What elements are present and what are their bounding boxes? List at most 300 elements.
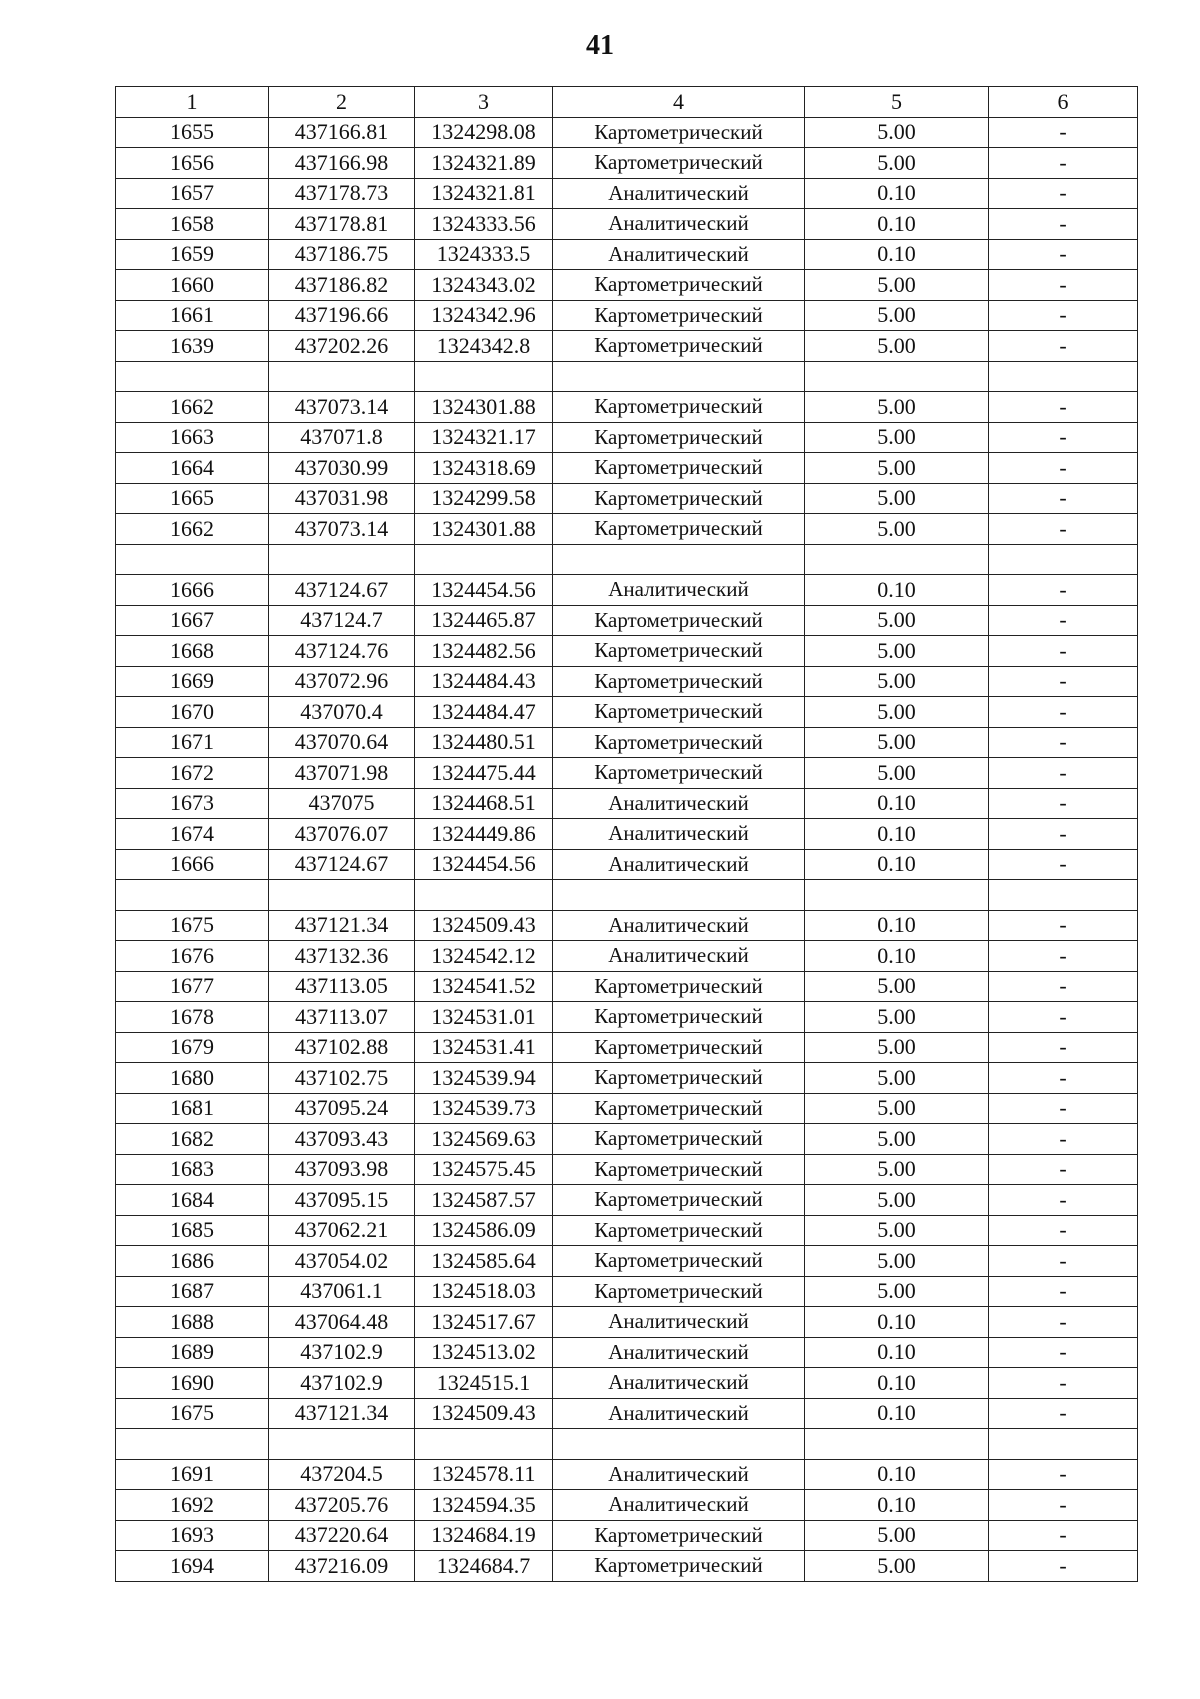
cell-col-5: 0.10: [805, 575, 989, 606]
table-row: [116, 1124, 1138, 1155]
cell-col-4: Аналитический: [553, 849, 805, 880]
table-row: [116, 1276, 1138, 1307]
cell-col-3: 1324342.8: [415, 331, 553, 362]
cell-col-2: 437095.24: [269, 1093, 415, 1124]
cell-col-1: 1655: [116, 117, 269, 148]
cell-col-6: -: [989, 788, 1138, 819]
cell-col-3: 1324301.88: [415, 392, 553, 423]
cell-col-5: 0.10: [805, 910, 989, 941]
cell-col-5: 0.10: [805, 1398, 989, 1429]
cell-col-4: Аналитический: [553, 1490, 805, 1521]
coordinates-table: [115, 86, 1138, 1582]
cell-col-6: -: [989, 1124, 1138, 1155]
cell-col-1: 1639: [116, 331, 269, 362]
cell-col-2: 437061.1: [269, 1276, 415, 1307]
cell-col-6: -: [989, 971, 1138, 1002]
cell-col-6: -: [989, 1063, 1138, 1094]
cell-col-1: 1671: [116, 727, 269, 758]
table-row: [116, 209, 1138, 240]
table-row: [116, 1154, 1138, 1185]
cell-col-3: 1324475.44: [415, 758, 553, 789]
cell-col-2: 437031.98: [269, 483, 415, 514]
cell-col-1: 1668: [116, 636, 269, 667]
cell-col-6: -: [989, 1032, 1138, 1063]
table-row: [116, 148, 1138, 179]
table-row: [116, 727, 1138, 758]
cell-col-2: 437186.82: [269, 270, 415, 301]
cell-col-6: -: [989, 1337, 1138, 1368]
table-header-row: [116, 87, 1138, 118]
cell-col-3: 1324684.19: [415, 1520, 553, 1551]
cell-col-3: 1324321.17: [415, 422, 553, 453]
cell-col-6: -: [989, 849, 1138, 880]
cell-col-6: -: [989, 178, 1138, 209]
cell-col-5: 5.00: [805, 636, 989, 667]
cell-col-5: 0.10: [805, 849, 989, 880]
cell-col-1: 1674: [116, 819, 269, 850]
cell-col-6: -: [989, 1215, 1138, 1246]
cell-col-4: Картометрический: [553, 422, 805, 453]
cell-col-1: 1688: [116, 1307, 269, 1338]
cell-col-1: 1676: [116, 941, 269, 972]
cell-col-5: 0.10: [805, 819, 989, 850]
cell-col-4: Картометрический: [553, 483, 805, 514]
cell-col-4: [553, 880, 805, 911]
cell-col-5: 5.00: [805, 483, 989, 514]
cell-col-6: -: [989, 575, 1138, 606]
cell-col-4: Картометрический: [553, 758, 805, 789]
cell-col-5: 5.00: [805, 1246, 989, 1277]
cell-col-5: 5.00: [805, 453, 989, 484]
cell-col-1: 1659: [116, 239, 269, 270]
cell-col-4: Картометрический: [553, 1154, 805, 1185]
cell-col-1: 1680: [116, 1063, 269, 1094]
cell-col-3: 1324517.67: [415, 1307, 553, 1338]
cell-col-2: 437121.34: [269, 1398, 415, 1429]
column-header-2: 2: [269, 87, 415, 118]
cell-col-3: 1324578.11: [415, 1459, 553, 1490]
cell-col-5: 5.00: [805, 1185, 989, 1216]
cell-col-3: 1324468.51: [415, 788, 553, 819]
cell-col-6: -: [989, 697, 1138, 728]
cell-col-1: 1692: [116, 1490, 269, 1521]
cell-col-3: 1324569.63: [415, 1124, 553, 1155]
cell-col-6: -: [989, 1002, 1138, 1033]
cell-col-2: 437186.75: [269, 239, 415, 270]
table-row: [116, 178, 1138, 209]
table-row: [116, 1093, 1138, 1124]
cell-col-6: -: [989, 148, 1138, 179]
cell-col-2: 437062.21: [269, 1215, 415, 1246]
cell-col-1: 1662: [116, 392, 269, 423]
cell-col-1: 1677: [116, 971, 269, 1002]
cell-col-6: -: [989, 1398, 1138, 1429]
cell-col-2: [269, 361, 415, 392]
column-header-3: 3: [415, 87, 553, 118]
cell-col-5: 0.10: [805, 1459, 989, 1490]
cell-col-4: Аналитический: [553, 575, 805, 606]
table-row: [116, 1215, 1138, 1246]
cell-col-5: 0.10: [805, 239, 989, 270]
cell-col-3: 1324531.01: [415, 1002, 553, 1033]
cell-col-3: 1324684.7: [415, 1551, 553, 1582]
cell-col-2: 437166.81: [269, 117, 415, 148]
cell-col-4: Аналитический: [553, 1307, 805, 1338]
cell-col-3: [415, 544, 553, 575]
cell-col-2: 437102.9: [269, 1337, 415, 1368]
cell-col-1: 1681: [116, 1093, 269, 1124]
cell-col-1: 1672: [116, 758, 269, 789]
table-separator-row: [116, 880, 1138, 911]
cell-col-4: Картометрический: [553, 117, 805, 148]
cell-col-4: Аналитический: [553, 1368, 805, 1399]
cell-col-5: 0.10: [805, 788, 989, 819]
cell-col-2: 437124.76: [269, 636, 415, 667]
cell-col-4: Картометрический: [553, 971, 805, 1002]
cell-col-1: 1658: [116, 209, 269, 240]
cell-col-6: -: [989, 1154, 1138, 1185]
table-row: [116, 270, 1138, 301]
cell-col-5: 5.00: [805, 758, 989, 789]
cell-col-1: 1690: [116, 1368, 269, 1399]
cell-col-1: 1682: [116, 1124, 269, 1155]
cell-col-3: 1324465.87: [415, 605, 553, 636]
cell-col-5: [805, 361, 989, 392]
cell-col-6: -: [989, 209, 1138, 240]
cell-col-1: 1662: [116, 514, 269, 545]
cell-col-6: -: [989, 422, 1138, 453]
cell-col-1: 1664: [116, 453, 269, 484]
cell-col-3: 1324298.08: [415, 117, 553, 148]
cell-col-2: 437073.14: [269, 514, 415, 545]
cell-col-6: -: [989, 1093, 1138, 1124]
table-row: [116, 1337, 1138, 1368]
cell-col-3: 1324318.69: [415, 453, 553, 484]
cell-col-2: 437054.02: [269, 1246, 415, 1277]
cell-col-5: [805, 880, 989, 911]
cell-col-2: 437072.96: [269, 666, 415, 697]
cell-col-1: 1678: [116, 1002, 269, 1033]
cell-col-6: -: [989, 1368, 1138, 1399]
cell-col-6: -: [989, 514, 1138, 545]
cell-col-4: Картометрический: [553, 1215, 805, 1246]
cell-col-4: Картометрический: [553, 148, 805, 179]
page-number: 41: [586, 30, 614, 61]
cell-col-6: -: [989, 636, 1138, 667]
cell-col-1: [116, 544, 269, 575]
table-row: [116, 636, 1138, 667]
cell-col-3: [415, 361, 553, 392]
cell-col-2: 437075: [269, 788, 415, 819]
cell-col-5: 5.00: [805, 1276, 989, 1307]
cell-col-5: 0.10: [805, 941, 989, 972]
cell-col-6: -: [989, 1490, 1138, 1521]
table-row: [116, 331, 1138, 362]
table-row: [116, 697, 1138, 728]
cell-col-6: -: [989, 1185, 1138, 1216]
table-row: [116, 971, 1138, 1002]
cell-col-2: 437216.09: [269, 1551, 415, 1582]
table-row: [116, 1551, 1138, 1582]
cell-col-1: 1669: [116, 666, 269, 697]
cell-col-1: 1666: [116, 849, 269, 880]
cell-col-5: 5.00: [805, 117, 989, 148]
cell-col-2: 437071.98: [269, 758, 415, 789]
cell-col-3: 1324515.1: [415, 1368, 553, 1399]
cell-col-3: 1324482.56: [415, 636, 553, 667]
cell-col-1: 1684: [116, 1185, 269, 1216]
cell-col-1: 1666: [116, 575, 269, 606]
cell-col-5: 0.10: [805, 1368, 989, 1399]
cell-col-4: [553, 1429, 805, 1460]
cell-col-4: Картометрический: [553, 300, 805, 331]
table-row: [116, 514, 1138, 545]
table-row: [116, 819, 1138, 850]
cell-col-3: 1324513.02: [415, 1337, 553, 1368]
cell-col-2: 437178.81: [269, 209, 415, 240]
cell-col-3: 1324542.12: [415, 941, 553, 972]
cell-col-1: 1687: [116, 1276, 269, 1307]
cell-col-3: [415, 880, 553, 911]
cell-col-6: [989, 544, 1138, 575]
cell-col-5: [805, 1429, 989, 1460]
cell-col-5: 5.00: [805, 971, 989, 1002]
cell-col-4: Картометрический: [553, 605, 805, 636]
cell-col-3: 1324539.94: [415, 1063, 553, 1094]
cell-col-2: 437102.75: [269, 1063, 415, 1094]
cell-col-2: [269, 544, 415, 575]
cell-col-2: 437166.98: [269, 148, 415, 179]
table-row: [116, 1490, 1138, 1521]
column-header-5: 5: [805, 87, 989, 118]
cell-col-2: 437095.15: [269, 1185, 415, 1216]
cell-col-1: 1657: [116, 178, 269, 209]
cell-col-4: Картометрический: [553, 1520, 805, 1551]
cell-col-5: [805, 544, 989, 575]
table-row: [116, 300, 1138, 331]
cell-col-3: 1324575.45: [415, 1154, 553, 1185]
cell-col-3: 1324333.56: [415, 209, 553, 240]
cell-col-2: [269, 880, 415, 911]
cell-col-2: 437102.88: [269, 1032, 415, 1063]
table-row: [116, 1002, 1138, 1033]
cell-col-3: 1324454.56: [415, 849, 553, 880]
cell-col-6: -: [989, 666, 1138, 697]
cell-col-3: 1324531.41: [415, 1032, 553, 1063]
table-row: [116, 941, 1138, 972]
table-row: [116, 1246, 1138, 1277]
cell-col-4: Аналитический: [553, 910, 805, 941]
cell-col-4: Картометрический: [553, 392, 805, 423]
cell-col-5: 5.00: [805, 1520, 989, 1551]
cell-col-3: 1324449.86: [415, 819, 553, 850]
cell-col-3: 1324342.96: [415, 300, 553, 331]
table-row: [116, 422, 1138, 453]
cell-col-5: 5.00: [805, 1032, 989, 1063]
table-row: [116, 1307, 1138, 1338]
cell-col-5: 5.00: [805, 605, 989, 636]
cell-col-2: 437196.66: [269, 300, 415, 331]
cell-col-4: Аналитический: [553, 1459, 805, 1490]
table-separator-row: [116, 544, 1138, 575]
cell-col-3: 1324343.02: [415, 270, 553, 301]
cell-col-2: 437205.76: [269, 1490, 415, 1521]
cell-col-2: 437093.43: [269, 1124, 415, 1155]
cell-col-5: 5.00: [805, 148, 989, 179]
cell-col-6: -: [989, 758, 1138, 789]
cell-col-5: 5.00: [805, 1124, 989, 1155]
cell-col-1: 1656: [116, 148, 269, 179]
cell-col-2: 437070.4: [269, 697, 415, 728]
cell-col-6: -: [989, 270, 1138, 301]
cell-col-4: [553, 361, 805, 392]
cell-col-4: Картометрический: [553, 1093, 805, 1124]
cell-col-3: 1324541.52: [415, 971, 553, 1002]
cell-col-4: Картометрический: [553, 453, 805, 484]
cell-col-6: -: [989, 300, 1138, 331]
cell-col-4: Картометрический: [553, 331, 805, 362]
table-row: [116, 1185, 1138, 1216]
cell-col-2: 437102.9: [269, 1368, 415, 1399]
cell-col-5: 5.00: [805, 300, 989, 331]
cell-col-3: 1324321.81: [415, 178, 553, 209]
table-row: [116, 575, 1138, 606]
table-separator-row: [116, 1429, 1138, 1460]
cell-col-6: -: [989, 819, 1138, 850]
cell-col-1: 1693: [116, 1520, 269, 1551]
cell-col-2: 437070.64: [269, 727, 415, 758]
cell-col-5: 0.10: [805, 1337, 989, 1368]
cell-col-1: 1679: [116, 1032, 269, 1063]
table-row: [116, 1398, 1138, 1429]
cell-col-1: 1686: [116, 1246, 269, 1277]
cell-col-5: 5.00: [805, 422, 989, 453]
cell-col-5: 5.00: [805, 1063, 989, 1094]
cell-col-1: 1660: [116, 270, 269, 301]
cell-col-6: -: [989, 453, 1138, 484]
cell-col-5: 5.00: [805, 392, 989, 423]
cell-col-4: Картометрический: [553, 1276, 805, 1307]
cell-col-5: 5.00: [805, 1002, 989, 1033]
cell-col-3: 1324321.89: [415, 148, 553, 179]
cell-col-3: 1324333.5: [415, 239, 553, 270]
cell-col-6: -: [989, 727, 1138, 758]
cell-col-6: -: [989, 117, 1138, 148]
column-header-1: 1: [116, 87, 269, 118]
cell-col-4: Аналитический: [553, 1337, 805, 1368]
cell-col-1: [116, 880, 269, 911]
cell-col-4: Аналитический: [553, 239, 805, 270]
column-header-6: 6: [989, 87, 1138, 118]
cell-col-1: 1694: [116, 1551, 269, 1582]
cell-col-4: Аналитический: [553, 819, 805, 850]
table-row: [116, 849, 1138, 880]
cell-col-4: Аналитический: [553, 788, 805, 819]
cell-col-4: Картометрический: [553, 636, 805, 667]
cell-col-6: -: [989, 483, 1138, 514]
table-row: [116, 910, 1138, 941]
cell-col-3: 1324484.47: [415, 697, 553, 728]
cell-col-6: [989, 361, 1138, 392]
table-row: [116, 1063, 1138, 1094]
cell-col-4: Картометрический: [553, 270, 805, 301]
cell-col-3: 1324299.58: [415, 483, 553, 514]
cell-col-5: 0.10: [805, 209, 989, 240]
cell-col-1: 1683: [116, 1154, 269, 1185]
cell-col-6: -: [989, 1246, 1138, 1277]
cell-col-2: 437071.8: [269, 422, 415, 453]
cell-col-4: Картометрический: [553, 1551, 805, 1582]
table-row: [116, 1368, 1138, 1399]
cell-col-1: 1673: [116, 788, 269, 819]
cell-col-1: 1675: [116, 910, 269, 941]
cell-col-5: 5.00: [805, 514, 989, 545]
table-row: [116, 666, 1138, 697]
cell-col-6: -: [989, 1551, 1138, 1582]
cell-col-2: 437178.73: [269, 178, 415, 209]
table-row: [116, 117, 1138, 148]
column-header-4: 4: [553, 87, 805, 118]
cell-col-5: 0.10: [805, 1307, 989, 1338]
cell-col-2: 437064.48: [269, 1307, 415, 1338]
cell-col-3: [415, 1429, 553, 1460]
cell-col-2: 437076.07: [269, 819, 415, 850]
cell-col-5: 5.00: [805, 666, 989, 697]
cell-col-5: 5.00: [805, 1154, 989, 1185]
cell-col-2: 437093.98: [269, 1154, 415, 1185]
cell-col-5: 5.00: [805, 270, 989, 301]
table-row: [116, 239, 1138, 270]
cell-col-1: [116, 1429, 269, 1460]
cell-col-5: 5.00: [805, 1093, 989, 1124]
cell-col-4: Картометрический: [553, 666, 805, 697]
cell-col-3: 1324585.64: [415, 1246, 553, 1277]
cell-col-6: [989, 1429, 1138, 1460]
cell-col-5: 0.10: [805, 178, 989, 209]
table-row: [116, 758, 1138, 789]
cell-col-2: 437220.64: [269, 1520, 415, 1551]
cell-col-3: 1324539.73: [415, 1093, 553, 1124]
cell-col-6: -: [989, 1459, 1138, 1490]
cell-col-6: -: [989, 239, 1138, 270]
cell-col-4: Аналитический: [553, 209, 805, 240]
cell-col-6: -: [989, 392, 1138, 423]
cell-col-2: 437124.67: [269, 849, 415, 880]
cell-col-4: [553, 544, 805, 575]
cell-col-6: -: [989, 1520, 1138, 1551]
cell-col-4: Картометрический: [553, 697, 805, 728]
cell-col-6: -: [989, 1276, 1138, 1307]
cell-col-2: [269, 1429, 415, 1460]
cell-col-5: 5.00: [805, 1215, 989, 1246]
cell-col-3: 1324484.43: [415, 666, 553, 697]
cell-col-4: Картометрический: [553, 1185, 805, 1216]
cell-col-3: 1324509.43: [415, 910, 553, 941]
cell-col-1: 1665: [116, 483, 269, 514]
cell-col-4: Картометрический: [553, 1032, 805, 1063]
cell-col-5: 5.00: [805, 331, 989, 362]
cell-col-1: 1670: [116, 697, 269, 728]
cell-col-2: 437121.34: [269, 910, 415, 941]
cell-col-2: 437113.07: [269, 1002, 415, 1033]
cell-col-1: 1663: [116, 422, 269, 453]
cell-col-3: 1324518.03: [415, 1276, 553, 1307]
table-row: [116, 453, 1138, 484]
table-body: [116, 117, 1138, 1581]
cell-col-1: 1689: [116, 1337, 269, 1368]
cell-col-1: [116, 361, 269, 392]
cell-col-1: 1661: [116, 300, 269, 331]
